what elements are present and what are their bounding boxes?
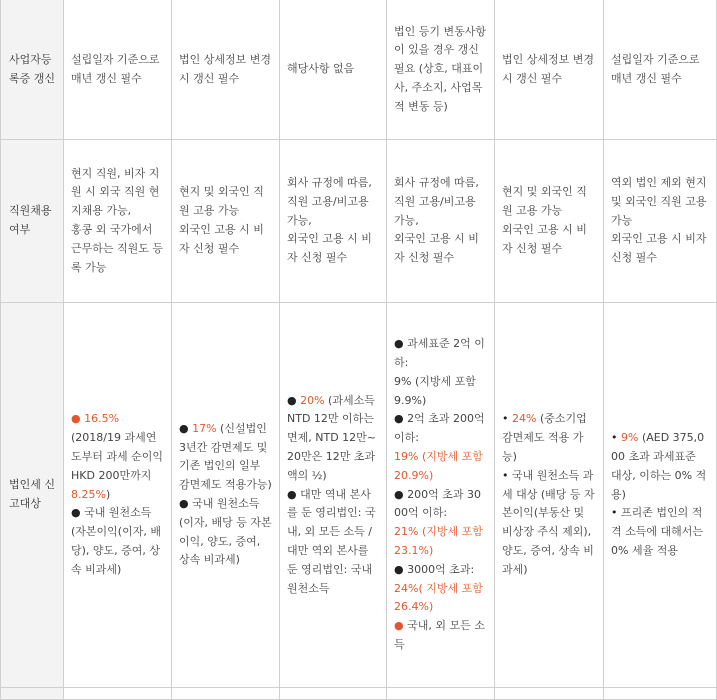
- cell-text: 200억 초과 3000억 이하:: [394, 487, 481, 520]
- cell-text: (중소기업 감면제도 적용 가능): [502, 412, 587, 463]
- bullet-icon: ●: [71, 412, 81, 426]
- cell-line: 설립일자 기준으로 매년 갱신 필수: [71, 52, 160, 85]
- table-cell: [495, 688, 604, 700]
- cell-line: 법인 상세정보 변경 시 갱신 필수: [179, 52, 272, 85]
- cell-line: [394, 561, 487, 580]
- table-cell: [64, 0, 172, 140]
- cell-line: 외국인 고용 시 비자 신청 필수: [179, 223, 264, 255]
- highlight-text: 19% (지방세 포함 20.9%): [394, 450, 483, 482]
- cell-line: [71, 410, 164, 429]
- cell-line: 홍콩 외 국가에서 근무하는 직원도 등록 가능: [71, 223, 164, 274]
- cell-line: 역외 법인 제외 현지 및 외국인 직원 고용 가능: [611, 176, 707, 227]
- table-cell: [387, 688, 495, 700]
- bullet-icon: •: [502, 468, 509, 482]
- highlight-text: 24%: [512, 412, 537, 426]
- table-cell: [64, 140, 172, 303]
- table-cell: [280, 303, 387, 688]
- table-cell: [495, 140, 604, 303]
- highlight-text: 17%: [192, 421, 217, 435]
- table-cell: [172, 140, 280, 303]
- highlight-text: 20%: [300, 393, 325, 407]
- cell-line: 회사 규정에 따름, 직원 고용/비고용가능,: [287, 176, 372, 227]
- cell-line: 외국인 고용 시 비자 신청 필수: [611, 232, 707, 265]
- table-cell: [280, 688, 387, 700]
- bullet-icon: ●: [394, 412, 404, 426]
- cell-line: [502, 467, 596, 580]
- cell-line: [71, 429, 164, 504]
- table-cell: [172, 688, 280, 700]
- cell-line: 현지 및 외국인 직원 고용 가능: [179, 185, 264, 218]
- table-row-next: [1, 688, 717, 700]
- cell-line: 외국인 고용 시 비자 신청 필수: [394, 232, 479, 265]
- table-row: [1, 140, 717, 303]
- highlight-text: 16.5%: [80, 412, 120, 426]
- bullet-icon: •: [611, 506, 618, 520]
- cell-text: 대만 역내 본사를 둔 영리법인: 국내, 외 모든 소득 / 대만 역외 본사를 둔 영리법인: 국내 원천소득: [287, 487, 376, 595]
- cell-line: [394, 335, 487, 373]
- cell-text: 국내 원천소득(이자, 배당 등 자본이익, 양도, 증여, 상속 비과세): [179, 497, 272, 567]
- cell-line: 현지 및 외국인 직원 고용 가능: [502, 185, 587, 218]
- cell-line: [394, 373, 487, 411]
- cell-line: [394, 486, 487, 524]
- cell-line: 해당사항 없음: [287, 62, 355, 76]
- bullet-icon: ●: [394, 487, 404, 501]
- cell-line: 법인 상세정보 변경 시 갱신 필수: [502, 52, 595, 85]
- cell-line: [394, 523, 487, 561]
- table-cell: [387, 140, 495, 303]
- bullet-icon: •: [502, 412, 509, 426]
- bullet-icon: ●: [179, 497, 189, 510]
- cell-line: [287, 486, 379, 599]
- cell-line: 외국인 고용 시 비자 신청 필수: [287, 232, 372, 265]
- table-cell: [64, 688, 172, 700]
- cell-text: 2억 초과 200억 이하:: [394, 412, 485, 445]
- cell-text: 국내 원천소득(자본이익(이자, 배당), 양도, 증여, 상속 비과세): [71, 506, 161, 576]
- cell-line: [394, 448, 487, 486]
- row-header: 직원채용 여부: [1, 140, 64, 303]
- table-cell: [280, 140, 387, 303]
- table-cell: [1, 688, 64, 700]
- cell-line: [394, 580, 487, 618]
- cell-line: [394, 410, 487, 448]
- row-header: 사업자등록증 갱신: [1, 0, 64, 140]
- cell-text: (AED 375,000 초과 과세표준 대상, 이하는 0% 적용): [611, 431, 707, 501]
- table-cell: [604, 0, 717, 140]
- highlight-text: 21% (지방세 포함 23.1%): [394, 525, 483, 557]
- cell-line: 현지 직원, 비자 지원 시 외국 직원 현지채용 가능,: [71, 166, 160, 218]
- cell-line: [179, 420, 272, 495]
- highlight-text: 9%: [621, 431, 639, 445]
- bullet-icon: ●: [287, 487, 297, 501]
- cell-line: [287, 392, 379, 486]
- cell-text: 프리존 법인의 적격 소득에 대해서는 0% 세율 적용: [611, 506, 704, 557]
- highlight-text: 24%( 지방세 포함 26.4%): [394, 581, 483, 614]
- table-cell: [604, 303, 717, 688]
- cell-text: ): [105, 487, 111, 501]
- table-cell: [64, 303, 172, 688]
- cell-line: [502, 410, 596, 466]
- table-cell: [172, 0, 280, 140]
- cell-text: 9% (지방세 포함 9.9%): [394, 374, 476, 407]
- highlight-text: 8.25%: [71, 487, 106, 501]
- cell-text: (2018/19 과세연도부터 과세 순이익 HKD 200만까지: [71, 431, 164, 482]
- table-row: [1, 0, 717, 140]
- cell-text: 3000억 초과:: [403, 562, 475, 576]
- cell-line: 회사 규정에 따름, 직원 고용/비고용 가능,: [394, 176, 479, 227]
- cell-line: [394, 617, 487, 655]
- cell-text: (신설법인 3년간 감면제도 및 기존 법인의 일부 감면제도 적용가능): [179, 421, 272, 492]
- table-cell: [495, 0, 604, 140]
- table-cell: [604, 140, 717, 303]
- cell-line: 법인 등기 변동사항이 있을 경우 갱신 필요 (상호, 대표이사, 주소지, 사업목적 변동 등): [394, 24, 487, 113]
- bullet-icon: ●: [394, 562, 404, 576]
- row-header: 법인세 신고대상: [1, 303, 64, 688]
- cell-line: 외국인 고용 시 비자 신청 필수: [502, 223, 587, 255]
- cell-text: 국내, 외 모든 소득: [394, 619, 485, 651]
- bullet-icon: ●: [71, 506, 81, 520]
- cell-text: 과세표준 2억 이하:: [394, 337, 485, 370]
- table-cell: [387, 303, 495, 688]
- table-cell: [495, 303, 604, 688]
- table-cell: [172, 303, 280, 688]
- cell-line: [71, 504, 164, 579]
- bullet-icon: ●: [394, 337, 404, 351]
- table-cell: [604, 688, 717, 700]
- cell-line: 설립일자 기준으로 매년 갱신 필수: [611, 52, 700, 85]
- cell-line: [611, 504, 709, 560]
- cell-line: [611, 429, 709, 504]
- bullet-icon: ●: [179, 421, 189, 435]
- cell-text: 국내 원천소득 과세 대상 (배당 등 자본이익(부동산 및 비상장 주식 제외), 양도, 증여, 상속 비과세): [502, 468, 595, 576]
- cell-text: (과세소득 NTD 12만 이하는 면제, NTD 12만~20만은 12만 초과액의 ½): [287, 393, 376, 482]
- bullet-icon: •: [611, 431, 618, 445]
- table-row: [1, 303, 717, 688]
- table-cell: [280, 0, 387, 140]
- cell-line: [179, 495, 272, 570]
- bullet-icon: ●: [287, 393, 297, 407]
- bullet-icon: ●: [394, 619, 404, 633]
- table-cell: [387, 0, 495, 140]
